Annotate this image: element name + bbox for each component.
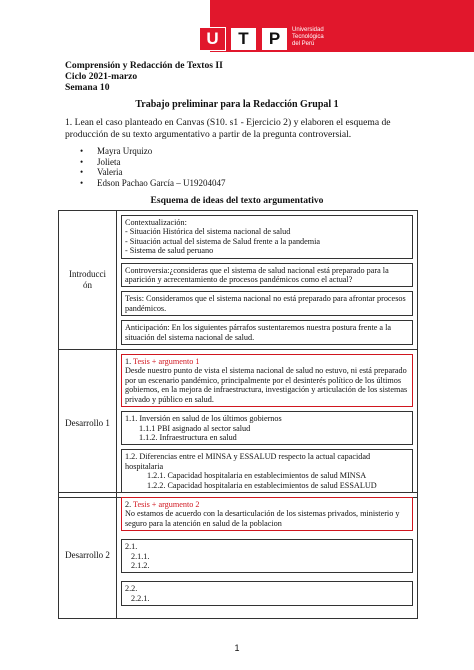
- label-introduccion: Introducción: [59, 211, 117, 350]
- context-box: Contextualización: - Situación Histórica del sistema nacional de salud - Situación actual del sistema de Salud frente a la pandemia - Sistema de salud peruano: [121, 215, 413, 259]
- schema-table: [58, 210, 418, 498]
- controversia-box: Controversia:¿consideras que el sistema de salud nacional está preparado para la aparición y acrecentamiento de procesos pandémicos como el actual?: [121, 263, 413, 288]
- cell-introduccion: [117, 211, 418, 350]
- argument1-body: Desde nuestro punto de vista el sistema nacional de salud no estuvo, ni está preparado por un escenario pandémico, principalmente por el desinterés político de los últimos gobiernos, en la mejora de infraestructura, investigación y articulación de los sistemas privado y público en salud.: [125, 366, 408, 404]
- member-item: • Edson Pachao García – U19204047: [80, 178, 225, 189]
- anticipacion-box: Anticipación: En los siguientes párrafos sustentaremos nuestra postura frente a la situación del sistema nacional de salud.: [121, 320, 413, 345]
- label-desarrollo2: Desarrollo 2: [59, 493, 117, 619]
- utp-logo: [199, 27, 288, 51]
- university-name: Universidad Tecnológica del Perú: [292, 27, 324, 47]
- cell-desarrollo1: [117, 350, 418, 498]
- member-item: • Jolieta: [80, 157, 225, 168]
- argument1-heading: Tesis + argumento 1: [133, 357, 200, 367]
- logo-letter-p: P: [261, 27, 288, 51]
- argument2-box: 2. Tesis + argumento 2 No estamos de acuerdo con la desarticulación de los sistemas privados, ministerio y seguro para la atención en salud de la poblacion: [121, 497, 413, 531]
- page-number: 1: [234, 643, 240, 653]
- subargument-2-2-box: 2.2. 2.2.1.: [121, 581, 413, 606]
- header: [0, 0, 474, 52]
- members-list: [80, 146, 225, 188]
- argument2-body: No estamos de acuerdo con la desarticulación de los sistemas privados, ministerio y seguro para la atención en salud de la poblacion: [125, 509, 400, 528]
- table-row-desarrollo2: [59, 493, 418, 619]
- schema-table-2: [58, 492, 418, 619]
- subargument-1-1-box: 1.1. Inversión en salud de los últimos gobiernos 1.1.1 PBI asignado al sector salud 1.1.2. Infraestructura en salud: [121, 411, 413, 445]
- label-desarrollo1: Desarrollo 1: [59, 350, 117, 498]
- subargument-2-1-box: 2.1. 2.1.1. 2.1.2.: [121, 539, 413, 573]
- instruction-text: 1. Lean el caso planteado en Canvas (S10. s1 - Ejercicio 2) y elaboren el esquema de producción de su texto argumentativo a partir de la pregunta controversial.: [65, 117, 391, 140]
- document-title: Trabajo preliminar para la Redacción Grupal 1: [135, 99, 339, 110]
- member-item: • Valeria: [80, 167, 225, 178]
- logo-letter-u: U: [199, 27, 226, 51]
- course-cycle: Ciclo 2021-marzo: [65, 71, 138, 82]
- schema-title: Esquema de ideas del texto argumentativo: [150, 195, 324, 206]
- subargument-1-2-box: 1.2. Diferencias entre el MINSA y ESSALUD respecto la actual capacidad hospitalaria 1.2.1. Capacidad hospitalaria en establecimientos de salud MINSA 1.2.2. Capacidad hospitalaria en establecimientos de salud ESSALUD: [121, 449, 413, 493]
- cell-desarrollo2: [117, 493, 418, 619]
- table-row-introduccion: [59, 211, 418, 350]
- argument2-heading: Tesis + argumento 2: [133, 500, 200, 509]
- member-item: • Mayra Urquizo: [80, 146, 225, 157]
- course-name: Comprensión y Redacción de Textos II: [65, 60, 223, 71]
- argument1-box: 1. Tesis + argumento 1 Desde nuestro punto de vista el sistema nacional de salud no estuvo, ni está preparado por un escenario pandémico, principalmente por el desinterés político de los últimos gobiernos, en la mejora de infraestructura, investigación y articulación de los sistemas privado y público en salud.: [121, 354, 413, 407]
- table-row-desarrollo1: [59, 350, 418, 498]
- logo-letter-t: T: [230, 27, 257, 51]
- course-week: Semana 10: [65, 82, 110, 93]
- tesis-box: Tesis: Consideramos que el sistema nacional no está preparado para afrontar procesos pandémicos.: [121, 291, 413, 316]
